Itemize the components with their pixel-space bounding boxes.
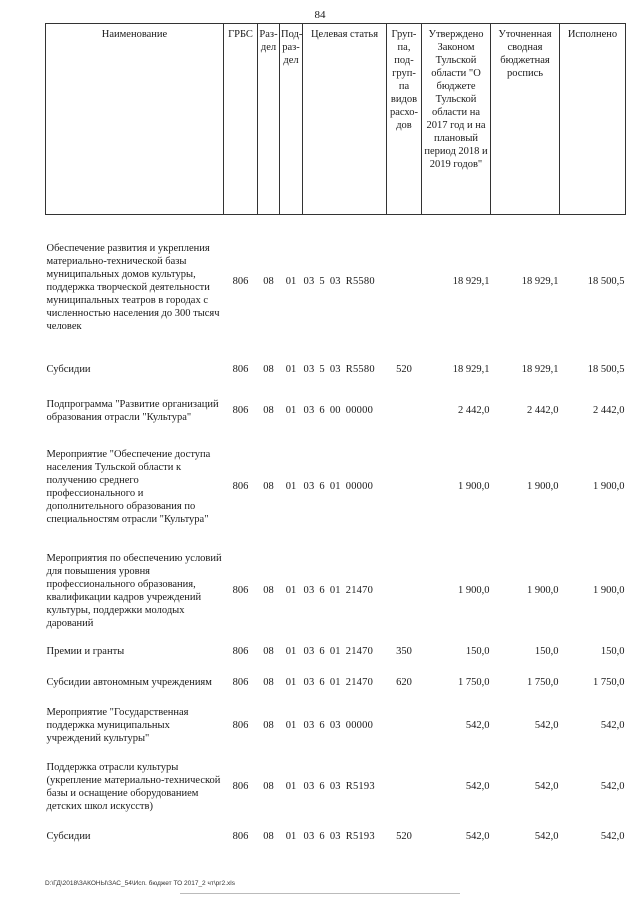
row-group (387, 700, 422, 752)
row-target-code: 03 6 03 R5193 (303, 781, 375, 792)
scan-artifact-line (180, 893, 460, 894)
row-refined: 542,0 (534, 831, 559, 842)
table-row (46, 700, 626, 752)
row-name: Мероприятие "Обеспечение доступа населения Тульской области к получению среднего профессионального и дополнительного образования по специальностям отрасли "Культура" (46, 448, 211, 525)
row-razdel: 08 (263, 781, 274, 792)
row-approved: 542,0 (465, 831, 490, 842)
row-razdel: 08 (263, 720, 274, 731)
row-approved: 18 929,1 (452, 364, 490, 375)
row-approved: 1 900,0 (458, 585, 490, 596)
row-executed: 18 500,5 (587, 364, 625, 375)
row-name: Мероприятие "Государственная поддержка муниципальных учреждений культуры" (46, 707, 189, 744)
header-grbs: ГРБС (224, 24, 258, 215)
row-executed: 542,0 (600, 831, 625, 842)
row-podrazdel: 01 (285, 831, 297, 842)
page-number: 84 (314, 9, 326, 21)
row-podrazdel: 01 (285, 646, 297, 657)
row-name: Субсидии (46, 364, 91, 375)
row-refined: 1 900,0 (527, 481, 559, 492)
row-name: Мероприятия по обеспечению условий для повышения уровня профессионального образования, квалификации кадров учреждений культуры, поддержки молодых дарований (46, 552, 222, 629)
header-approved: Утверждено Законом Тульской области "О бюджете Тульской области на 2017 год и на плановый период 2018 и 2019 годов" (422, 24, 491, 215)
row-group: 520 (396, 364, 412, 375)
table-row (46, 391, 626, 431)
row-refined: 18 929,1 (521, 364, 559, 375)
row-group (387, 543, 422, 639)
row-name: Субсидии (46, 831, 91, 842)
footer-file-path: D:\ГД\2018\ЗАКОНЫ\ЗАС_54\Исп. бюджет ТО 2017_2 чт\рг2.xls (45, 880, 236, 887)
row-grbs: 806 (232, 585, 249, 596)
row-podrazdel: 01 (285, 481, 297, 492)
row-executed: 18 500,5 (587, 276, 625, 288)
row-group (387, 752, 422, 822)
header-razdel: Раз-дел (258, 24, 280, 215)
row-razdel: 08 (263, 481, 274, 492)
row-refined: 542,0 (534, 720, 559, 731)
row-executed: 542,0 (600, 781, 625, 792)
row-razdel: 08 (263, 585, 274, 596)
row-target-code: 03 6 03 R5193 (303, 831, 375, 842)
row-podrazdel: 01 (285, 364, 297, 375)
row-group (387, 431, 422, 543)
table-row (46, 543, 626, 639)
row-refined: 150,0 (534, 646, 559, 657)
row-approved: 542,0 (465, 720, 490, 731)
row-grbs: 806 (232, 646, 249, 657)
row-group: 350 (396, 646, 412, 657)
row-grbs: 806 (232, 831, 249, 842)
row-name: Субсидии автономным учреждениям (46, 676, 212, 688)
table-row (46, 822, 626, 852)
row-approved: 150,0 (465, 646, 490, 657)
row-target-code: 03 6 01 21470 (303, 646, 374, 657)
row-target-code: 03 6 01 00000 (303, 481, 374, 492)
row-group (387, 391, 422, 431)
row-grbs: 806 (232, 676, 249, 688)
row-target-code: 03 6 01 21470 (303, 585, 374, 596)
row-refined: 1 750,0 (527, 676, 559, 688)
row-name: Премии и гранты (46, 646, 125, 657)
row-name: Подпрограмма "Развитие организаций образования отрасли "Культура" (46, 398, 219, 423)
row-grbs: 806 (232, 276, 249, 288)
row-name: Поддержка отрасли культуры (укрепление материально-технической базы и оснащение оборудованием детских школ искусств) (46, 761, 221, 812)
row-refined: 542,0 (534, 781, 559, 792)
header-name: Наименование (46, 24, 224, 215)
table-row (46, 665, 626, 700)
row-executed: 150,0 (600, 646, 625, 657)
row-target-code: 03 6 01 21470 (303, 676, 374, 688)
row-razdel: 08 (263, 646, 274, 657)
row-podrazdel: 01 (285, 720, 297, 731)
row-executed: 2 442,0 (593, 405, 625, 416)
table-row (46, 349, 626, 391)
table-header-row (46, 24, 626, 215)
row-razdel: 08 (263, 276, 274, 288)
row-podrazdel: 01 (285, 585, 297, 596)
budget-table (45, 23, 626, 852)
row-executed: 1 750,0 (593, 676, 625, 688)
row-podrazdel: 01 (285, 405, 297, 416)
row-target-code: 03 5 03 R5580 (303, 276, 375, 288)
table-row (46, 752, 626, 822)
row-approved: 1 900,0 (458, 481, 490, 492)
header-refined: Уточненная сводная бюджетная роспись (491, 24, 560, 215)
row-grbs: 806 (232, 405, 249, 416)
row-podrazdel: 01 (285, 276, 297, 288)
row-razdel: 08 (263, 405, 274, 416)
row-grbs: 806 (232, 364, 249, 375)
row-grbs: 806 (232, 720, 249, 731)
row-refined: 2 442,0 (527, 405, 559, 416)
row-grbs: 806 (232, 481, 249, 492)
table-row (46, 215, 626, 349)
row-executed: 1 900,0 (593, 481, 625, 492)
row-podrazdel: 01 (285, 676, 297, 688)
row-refined: 1 900,0 (527, 585, 559, 596)
row-approved: 18 929,1 (452, 276, 490, 288)
row-target-code: 03 6 00 00000 (303, 405, 374, 416)
row-executed: 1 900,0 (593, 585, 625, 596)
row-group (387, 215, 422, 349)
header-executed: Исполнено (560, 24, 626, 215)
row-grbs: 806 (232, 781, 249, 792)
header-podrazdel: Под-раз-дел (280, 24, 303, 215)
row-razdel: 08 (263, 831, 274, 842)
row-name: Обеспечение развития и укрепления материально-технической базы муниципальных домов культуры, поддержка творческой деятельности муниципальных театров в городах с численностью населения до 300 тысяч человек (46, 243, 220, 332)
table-row (46, 639, 626, 665)
row-executed: 542,0 (600, 720, 625, 731)
header-group: Груп-па, под-груп-па видов расхо-дов (387, 24, 422, 215)
row-razdel: 08 (263, 676, 274, 688)
row-approved: 542,0 (465, 781, 490, 792)
row-approved: 2 442,0 (458, 405, 490, 416)
row-refined: 18 929,1 (521, 276, 559, 288)
header-target: Целевая статья (303, 24, 387, 215)
row-target-code: 03 6 03 00000 (303, 720, 374, 731)
row-razdel: 08 (263, 364, 274, 375)
table-row (46, 431, 626, 543)
row-group: 520 (396, 831, 412, 842)
row-approved: 1 750,0 (458, 676, 490, 688)
row-group: 620 (396, 676, 412, 688)
row-target-code: 03 5 03 R5580 (303, 364, 375, 375)
row-podrazdel: 01 (285, 781, 297, 792)
